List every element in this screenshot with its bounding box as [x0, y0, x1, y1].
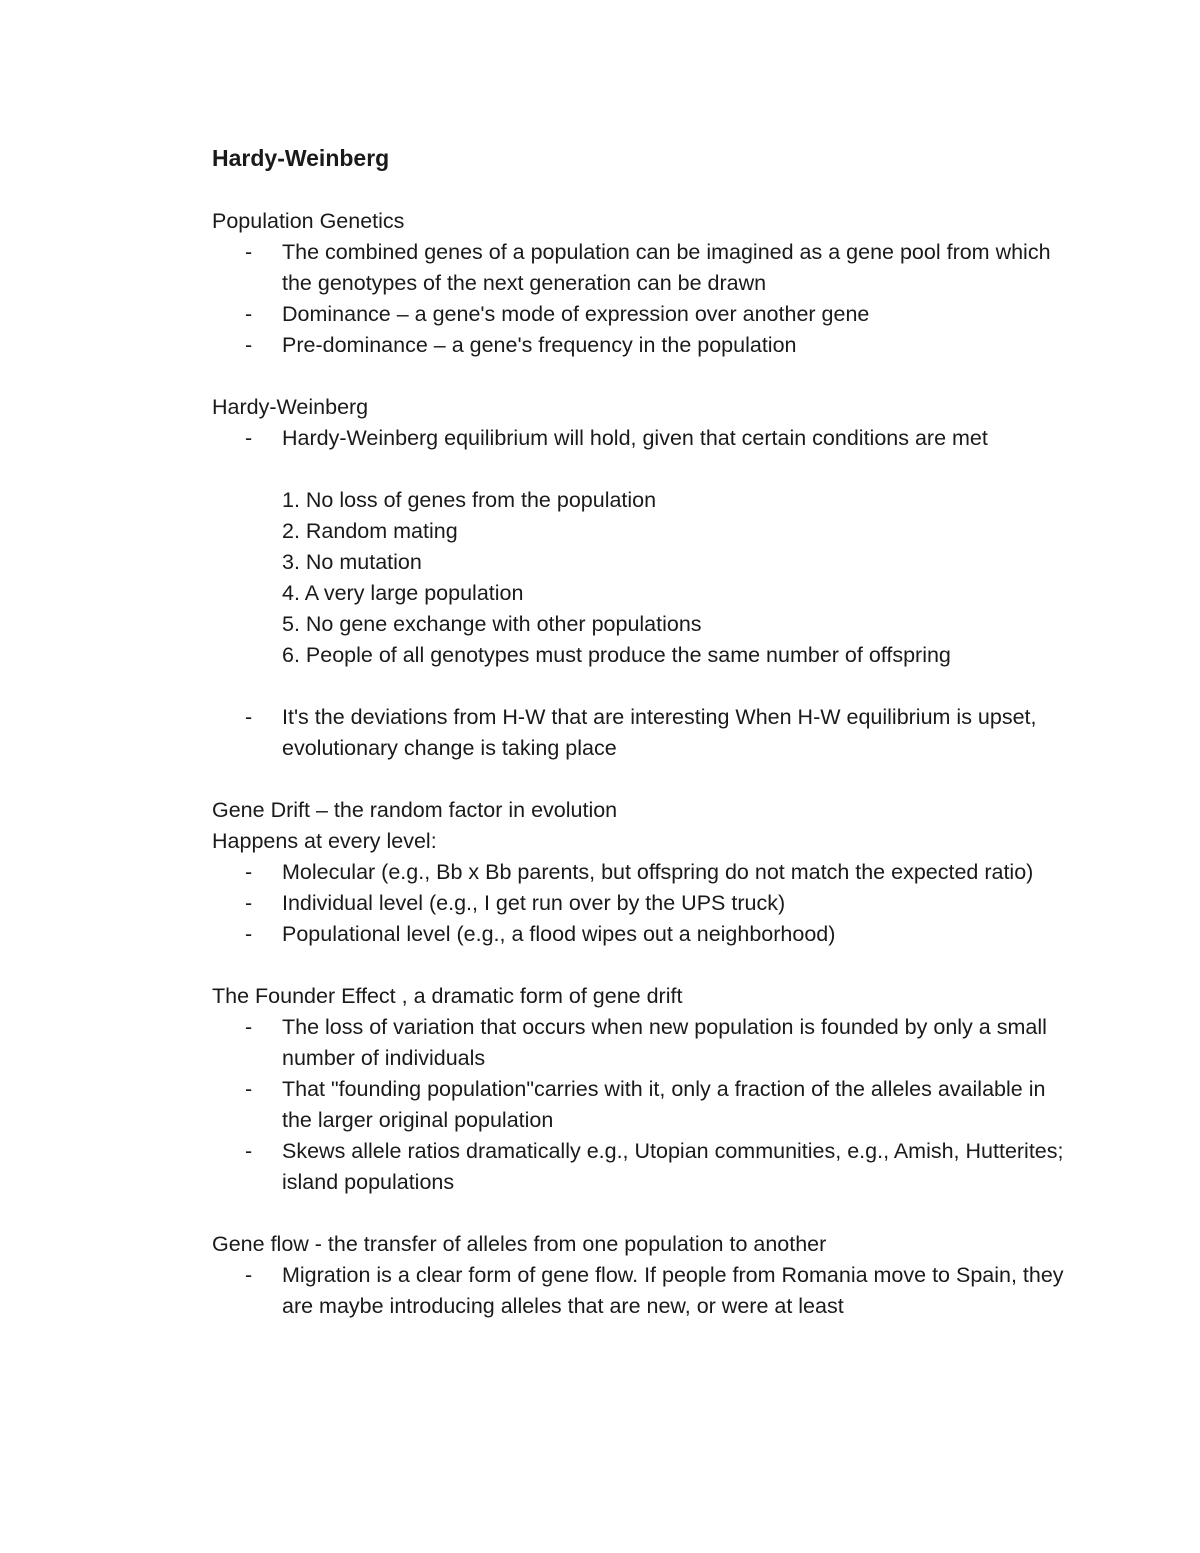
dash-marker: -: [245, 426, 253, 450]
condition-item: 5. No gene exchange with other populations: [282, 612, 702, 636]
section-heading-population-genetics: Population Genetics: [212, 209, 405, 233]
list-item: [212, 1260, 1072, 1322]
list-item: [212, 1136, 1072, 1198]
document-page: [212, 143, 1072, 1322]
bullet-list: [212, 1260, 1072, 1322]
dash-marker: -: [245, 860, 253, 884]
spacer: [212, 950, 1072, 981]
bullet-text: It's the deviations from H-W that are interesting When H-W equilibrium is upset, evolutionary change is taking place: [282, 705, 1037, 760]
dash-marker: -: [245, 1077, 253, 1101]
bullet-list: [212, 857, 1072, 950]
bullet-text: Molecular (e.g., Bb x Bb parents, but offspring do not match the expected ratio): [282, 860, 1034, 884]
bullet-text: Hardy-Weinberg equilibrium will hold, given that certain conditions are met: [282, 426, 988, 450]
section-subheading: Happens at every level:: [212, 829, 437, 853]
bullet-list: [212, 702, 1072, 764]
bullet-text: Populational level (e.g., a flood wipes out a neighborhood): [282, 922, 836, 946]
spacer: [212, 671, 1072, 702]
bullet-list: [212, 1012, 1072, 1198]
dash-marker: -: [245, 705, 253, 729]
dash-marker: -: [245, 1015, 253, 1039]
list-item: [212, 702, 1072, 764]
list-item: [212, 423, 1072, 454]
dash-marker: -: [245, 302, 253, 326]
list-item: [212, 1074, 1072, 1136]
section-heading-gene-drift: Gene Drift – the random factor in evolution: [212, 798, 618, 822]
bullet-list: [212, 237, 1072, 361]
spacer: [212, 764, 1072, 795]
dash-marker: -: [245, 891, 253, 915]
list-item: [212, 919, 1072, 950]
bullet-list: [212, 423, 1072, 454]
bullet-text: Migration is a clear form of gene flow. If people from Romania move to Spain, they are maybe introducing alleles that are new, or were at least: [282, 1263, 1064, 1318]
bullet-text: Pre-dominance – a gene's frequency in the population: [282, 333, 797, 357]
section-heading-founder-effect: The Founder Effect , a dramatic form of gene drift: [212, 984, 683, 1008]
conditions-list: [212, 485, 1072, 671]
condition-item: 3. No mutation: [282, 550, 422, 574]
document-title: Hardy-Weinberg: [212, 145, 390, 171]
bullet-text: Dominance – a gene's mode of expression over another gene: [282, 302, 870, 326]
bullet-text: Individual level (e.g., I get run over by the UPS truck): [282, 891, 786, 915]
list-item: [212, 330, 1072, 361]
dash-marker: -: [245, 333, 253, 357]
dash-marker: -: [245, 1263, 253, 1287]
condition-item: 1. No loss of genes from the population: [282, 488, 657, 512]
dash-marker: -: [245, 922, 253, 946]
condition-item: 6. People of all genotypes must produce the same number of offspring: [282, 643, 951, 667]
bullet-text: The combined genes of a population can be imagined as a gene pool from which the genotypes of the next generation can be drawn: [282, 240, 1051, 295]
section-heading-gene-flow: Gene flow - the transfer of alleles from one population to another: [212, 1232, 827, 1256]
condition-item: 4. A very large population: [282, 581, 524, 605]
condition-item: 2. Random mating: [282, 519, 458, 543]
dash-marker: -: [245, 240, 253, 264]
bullet-text: That "founding population"carries with it, only a fraction of the alleles available in the larger original population: [282, 1077, 1046, 1132]
spacer: [212, 1198, 1072, 1229]
section-heading-hardy-weinberg: Hardy-Weinberg: [212, 395, 369, 419]
list-item: [212, 888, 1072, 919]
bullet-text: The loss of variation that occurs when new population is founded by only a small number of individuals: [282, 1015, 1047, 1070]
dash-marker: -: [245, 1139, 253, 1163]
spacer: [212, 454, 1072, 485]
list-item: [212, 237, 1072, 299]
list-item: [212, 857, 1072, 888]
list-item: [212, 1012, 1072, 1074]
bullet-text: Skews allele ratios dramatically e.g., Utopian communities, e.g., Amish, Hutterites; island populations: [282, 1139, 1064, 1194]
list-item: [212, 299, 1072, 330]
spacer: [212, 361, 1072, 392]
